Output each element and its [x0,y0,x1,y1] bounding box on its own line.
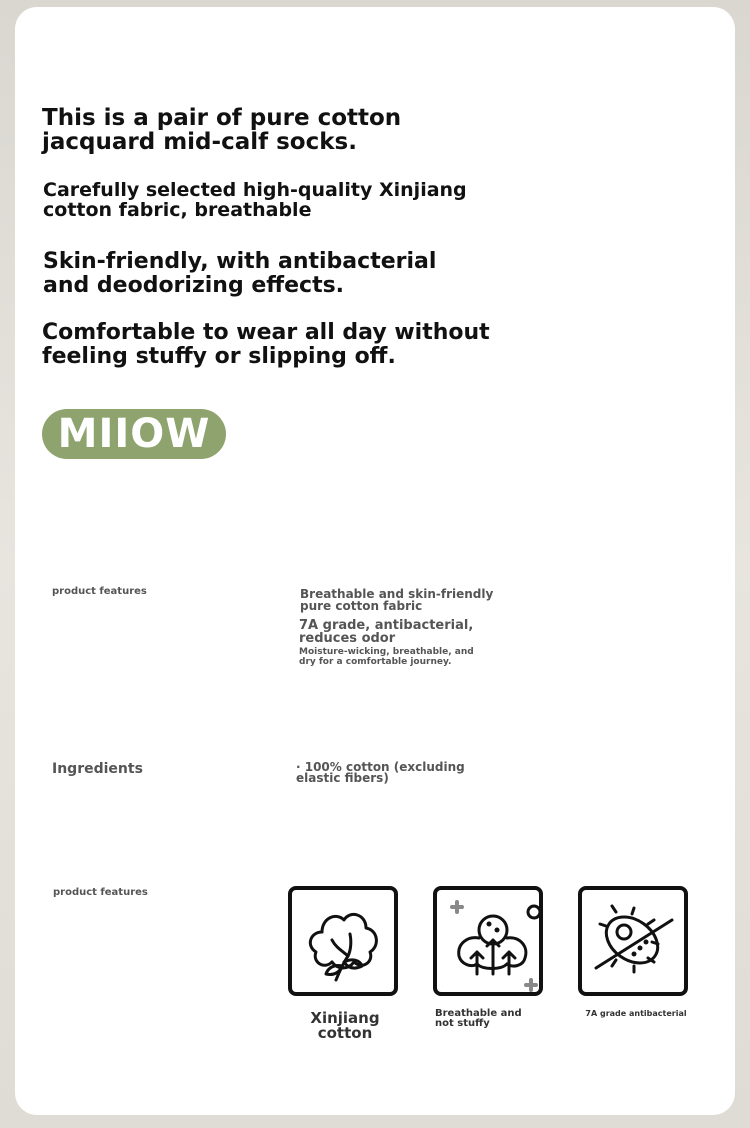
cotton-flower-icon [292,890,394,992]
cotton-icon-box [288,886,398,996]
ingredients-label: Ingredients [52,761,143,777]
antibacterial-icon [582,890,684,992]
intro-line-4: Comfortable to wear all day without feeling stuffy or slipping off. [42,320,490,369]
antibacterial-caption: 7A grade antibacterial [585,1009,687,1018]
features-label: product features [52,586,147,597]
feature-item-1: Breathable and skin-friendly pure cotton fabric [300,587,494,613]
antibacterial-icon-box [578,886,688,996]
cotton-caption: Xinjiang cotton [310,1009,380,1042]
breathable-icon-box [433,886,543,996]
feature-item-2: 7A grade, antibacterial, reduces odor [299,618,474,646]
brand-logo: MIIOW [42,409,226,459]
feature-item-3: Moisture-wicking, breathable, and dry for a comfortable journey. [299,647,474,667]
breathable-trees-icon [437,890,539,992]
ingredients-value: · 100% cotton (excluding elastic fibers) [296,760,465,785]
intro-line-3: Skin-friendly, with antibacterial and deodorizing effects. [43,249,437,298]
intro-line-1: This is a pair of pure cotton jacquard mid-calf socks. [42,105,402,155]
icons-section-label: product features [53,887,148,898]
intro-line-2: Carefully selected high-quality Xinjiang cotton fabric, breathable [43,179,467,221]
breathable-caption: Breathable and not stuffy [435,1008,522,1029]
